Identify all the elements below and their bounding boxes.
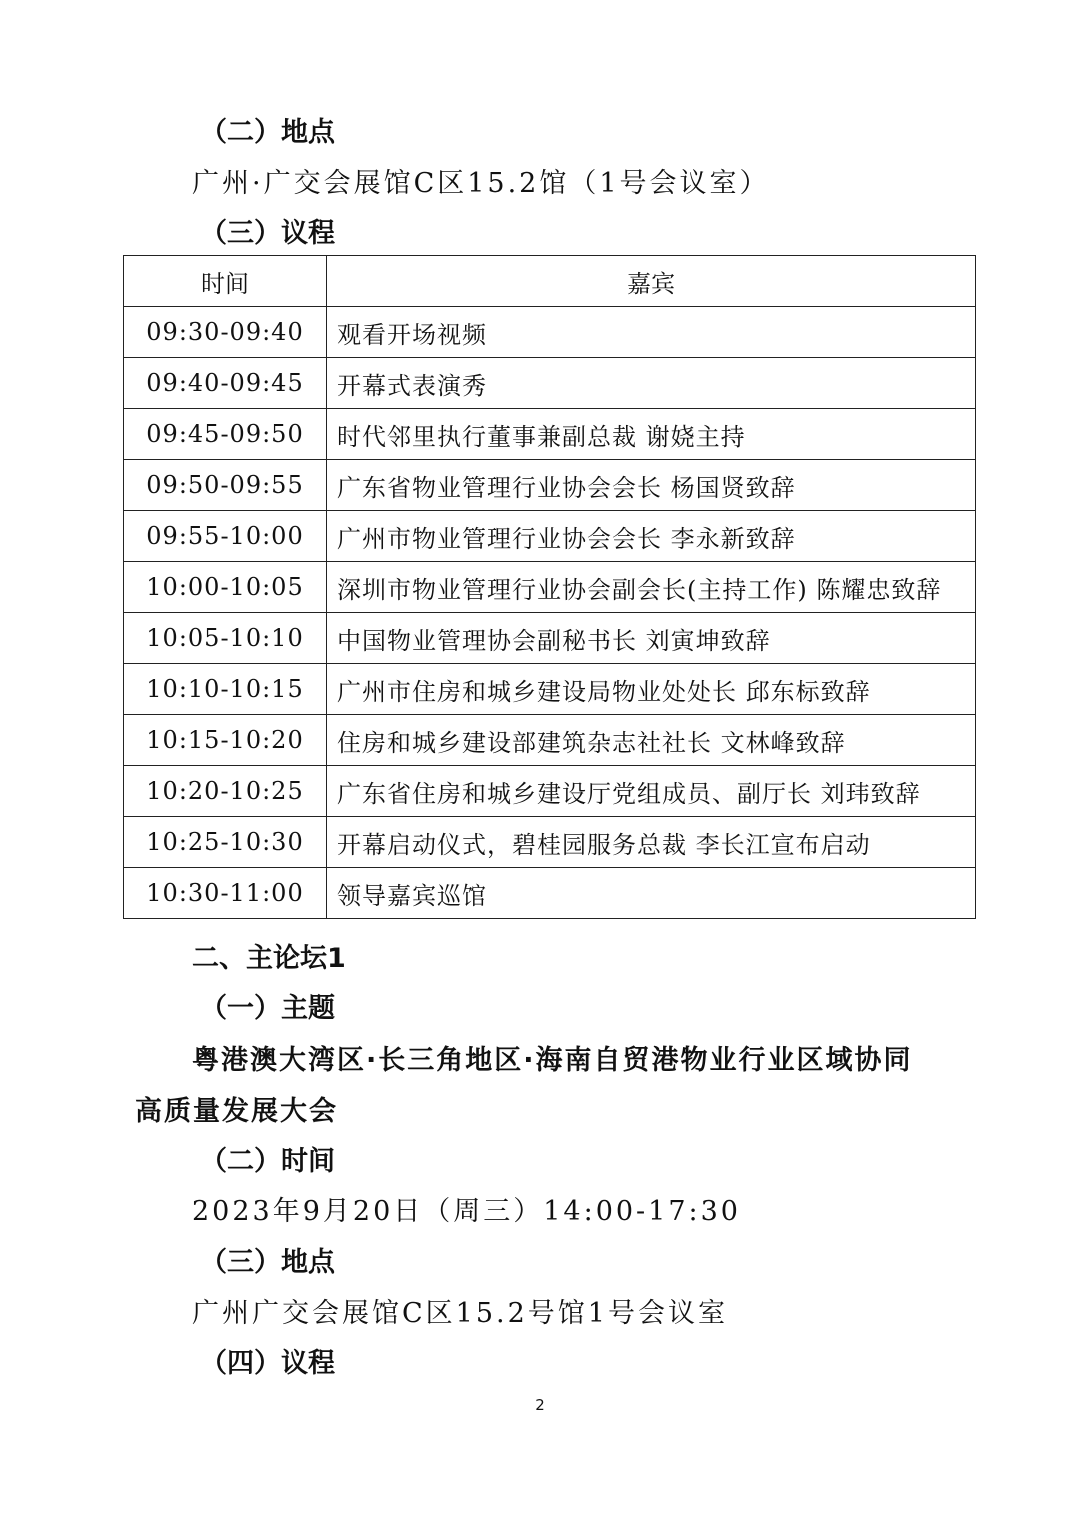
table-row: [124, 409, 976, 460]
table-row: [124, 460, 976, 511]
guest-cell: 中国物业管理协会副秘书长 刘寅坤致辞: [327, 613, 976, 664]
forum-time-heading: （二）时间: [200, 1146, 335, 1177]
table-row: [124, 766, 976, 817]
guest-cell: 开幕式表演秀: [327, 358, 976, 409]
time-cell: 09:55-10:00: [124, 511, 327, 562]
guest-cell: 开幕启动仪式，碧桂园服务总裁 李长江宣布启动: [327, 817, 976, 868]
guest-cell: 广州市住房和城乡建设局物业处处长 邱东标致辞: [327, 664, 976, 715]
table-row: [124, 511, 976, 562]
forum-topic-line-2: 高质量发展大会: [135, 1096, 338, 1127]
table-row: [124, 868, 976, 919]
time-column-header: 时间: [124, 256, 327, 307]
forum-agenda-heading: （四）议程: [200, 1348, 335, 1379]
agenda-heading: （三）议程: [200, 218, 335, 249]
time-cell: 09:30-09:40: [124, 307, 327, 358]
table-row: [124, 817, 976, 868]
time-cell: 10:05-10:10: [124, 613, 327, 664]
guest-cell: 广州市物业管理行业协会会长 李永新致辞: [327, 511, 976, 562]
time-cell: 10:20-10:25: [124, 766, 327, 817]
guest-cell: 深圳市物业管理行业协会副会长(主持工作) 陈耀忠致辞: [327, 562, 976, 613]
time-cell: 09:50-09:55: [124, 460, 327, 511]
guest-cell: 广东省物业管理行业协会会长 杨国贤致辞: [327, 460, 976, 511]
table-header-row: [124, 256, 976, 307]
table-row: [124, 562, 976, 613]
guest-cell: 住房和城乡建设部建筑杂志社社长 文林峰致辞: [327, 715, 976, 766]
forum-venue-heading: （三）地点: [200, 1247, 335, 1278]
time-cell: 09:40-09:45: [124, 358, 327, 409]
forum-topic-heading: （一）主题: [200, 993, 335, 1024]
forum-heading: 二、主论坛1: [192, 943, 346, 974]
guest-cell: 观看开场视频: [327, 307, 976, 358]
venue-text: 广州·广交会展馆C区15.2馆（1号会议室）: [192, 168, 770, 199]
page-number: 2: [535, 1396, 545, 1414]
table-row: [124, 613, 976, 664]
time-cell: 10:30-11:00: [124, 868, 327, 919]
table-row: [124, 664, 976, 715]
forum-topic-line-1: 粤港澳大湾区·长三角地区·海南自贸港物业行业区域协同: [192, 1045, 913, 1076]
time-cell: 10:25-10:30: [124, 817, 327, 868]
time-cell: 10:10-10:15: [124, 664, 327, 715]
table-row: [124, 307, 976, 358]
table-row: [124, 358, 976, 409]
venue-heading: （二）地点: [200, 117, 335, 148]
guest-cell: 时代邻里执行董事兼副总裁 谢娆主持: [327, 409, 976, 460]
time-cell: 10:15-10:20: [124, 715, 327, 766]
forum-time-text: 2023年9月20日（周三）14:00-17:30: [192, 1196, 741, 1227]
table-row: [124, 715, 976, 766]
time-cell: 09:45-09:50: [124, 409, 327, 460]
guest-cell: 领导嘉宾巡馆: [327, 868, 976, 919]
forum-venue-text: 广州广交会展馆C区15.2号馆1号会议室: [192, 1298, 728, 1329]
time-cell: 10:00-10:05: [124, 562, 327, 613]
guest-column-header: 嘉宾: [327, 256, 976, 307]
schedule-table: [123, 255, 976, 919]
guest-cell: 广东省住房和城乡建设厅党组成员、副厅长 刘玮致辞: [327, 766, 976, 817]
